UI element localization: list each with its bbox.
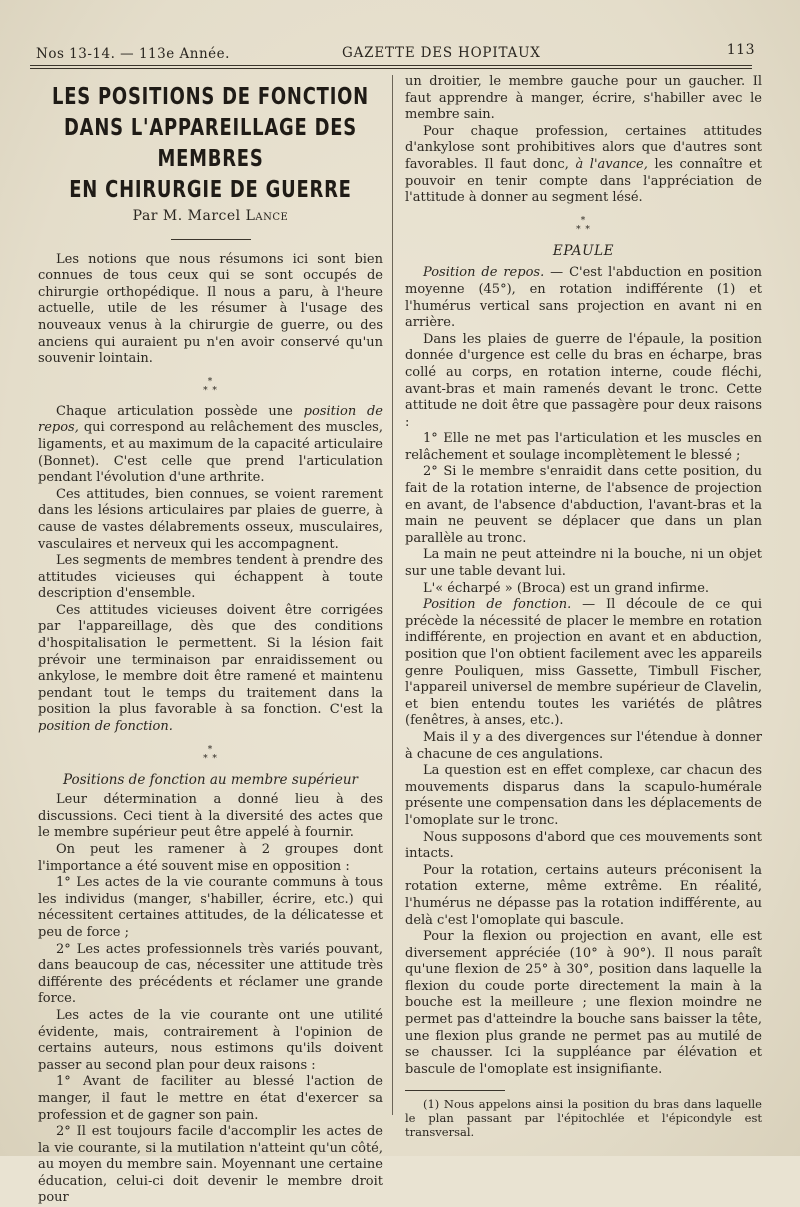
paragraph: Chaque articulation possède une position de repos, qui correspond au relâchement des muscles, ligaments, et au maximum de la capacité articulaire (Bonnet). C'est celle que prend l'articulation pendant l'évolution d'une arthrite. [38, 403, 383, 486]
paragraph: Ces attitudes vicieuses doivent être corrigées par l'appareillage, dès que des conditions d'hospitalisation le permettent. Si la lésion fait prévoir une terminaison par enraidissement ou ankylose, le membre doit être ramené et maintenu pendant tout le temps du traitement dans la position la plus favorable à sa fonction. C'est la position de fonction. [38, 602, 383, 735]
title-rule [171, 239, 251, 240]
footnote-rule [405, 1090, 505, 1091]
paragraph: Position de repos. — C'est l'abduction en position moyenne (45°), en rotation indifférente (1) et l'humérus vertical sans projection en avant ni en arrière. [405, 265, 762, 331]
paragraph: Nous supposons d'abord que ces mouvements sont intacts. [405, 829, 762, 862]
paragraph: Leur détermination a donné lieu à des discussions. Ceci tient à la diversité des actes que le membre supérieur peut être appelé à fournir. [38, 792, 383, 841]
title-line-3: EN CHIRURGIE DE GUERRE [69, 177, 352, 203]
paragraph: L'« écharpé » (Broca) est un grand infirme. [423, 580, 710, 596]
column-divider [392, 75, 393, 1115]
paragraph: Position de fonction. — Il découle de ce qui précède la nécessité de placer le membre en rotation indifférente, en projection en avant et en abduction, position que l'on obtient facilement avec les appareils genre Pouliquen, miss Gassette, Timbull Fischer, l'appareil universel de membre supérieur de Clavelin, et bien entendu toutes les variétés de plâtres (fenêtres, à anses, etc.). [405, 597, 762, 729]
section-stars: * * * [203, 744, 218, 764]
title-line-1: LES POSITIONS DE FONCTION [52, 84, 369, 110]
author-name: Lance [245, 208, 289, 224]
paragraph: La main ne peut atteindre ni la bouche, ni un objet sur une table devant lui. [405, 547, 762, 580]
paragraph: Mais il y a des divergences sur l'étendue à donner à chacune de ces angulations. [405, 729, 762, 762]
paragraph: 2° Les actes professionnels très variés pouvant, dans beaucoup de cas, nécessiter une attitude très différente des précédents et réclamer une grande force. [38, 941, 383, 1007]
paragraph: 2° Il est toujours facile d'accomplir les actes de la vie courante, si la mutilation n'atteint qu'un côté, au moyen du membre sain. Moyennant une certaine éducation, celui-ci doit devenir le membre droit pour [38, 1124, 383, 1206]
article-author [38, 208, 383, 225]
issue-info: Nos 13-14. — 113e Année. [36, 46, 230, 62]
section-heading: Positions de fonction au membre supérieur [62, 771, 359, 788]
journal-title: GAZETTE DES HOPITAUX [342, 45, 541, 61]
author-prefix: Par M. Marcel [132, 208, 241, 224]
paragraph: 1° Avant de faciliter au blessé l'action de manger, il faut le mettre en état d'exercer sa profession et de gagner son pain. [38, 1074, 383, 1123]
paragraph: Les segments de membres tendent à prendre des attitudes vicieuses qui échappent à toute description d'ensemble. [38, 553, 383, 602]
paragraph: 1° Elle ne met pas l'articulation et les muscles en relâchement et soulage incomplètement le blessé ; [405, 431, 762, 463]
right-column [405, 74, 762, 1139]
paragraph: Pour la flexion ou projection en avant, elle est diversement appréciée (10° à 90°). Il nous paraît qu'une flexion de 25° à 30°, position dans laquelle la flexion du coude porte directement la main à la bouche est la meilleure ; une flexion moindre ne permet pas d'atteindre la bouche sans baisser la tête, une flexion plus grande ne permet pas au mutilé de se chausser. Ici la suppléance par élévation et bascule de l'omoplate est insignifiante. [405, 929, 762, 1077]
paragraph: Ces attitudes, bien connues, se voient rarement dans les lésions articulaires par plaies de guerre, à cause de vastes délabrements osseux, musculaires, vasculaires et nerveux qui les accompagnent. [38, 486, 383, 552]
left-column [38, 74, 383, 1207]
paragraph: Dans les plaies de guerre de l'épaule, la position donnée d'urgence est celle du bras en écharpe, bras collé au corps, en rotation interne, coude fléchi, avant-bras et main ramenés devant le tronc. Cette attitude ne doit être que passagère pour deux raisons : [405, 331, 762, 430]
paragraph: On peut les ramener à 2 groupes dont l'importance a été souvent mise en opposition : [38, 842, 383, 874]
section-heading: EPAULE [552, 242, 615, 259]
article-title [45, 82, 377, 206]
paragraph: 1° Les actes de la vie courante communs à tous les individus (manger, s'habiller, écrire, etc.) qui nécessitent certaines attitudes, de la délicatesse et peu de force ; [38, 875, 383, 940]
paragraph: Les actes de la vie courante ont une utilité évidente, mais, contrairement à l'opinion de certains auteurs, nous estimons qu'ils doivent passer au second plan pour deux raisons : [38, 1007, 383, 1073]
footnote: (1) Nous appelons ainsi la position du bras dans laquelle le plan passant par l'épitochlée et l'épicondyle est transversal. [405, 1097, 762, 1140]
paragraph: 2° Si le membre s'enraidit dans cette position, du fait de la rotation interne, de l'absence de projection en avant, de l'absence d'abduction, l'avant-bras et la main ne peuvent se déplacer que dans un plan parallèle au tronc. [405, 464, 762, 546]
paragraph: un droitier, le membre gauche pour un gaucher. Il faut apprendre à manger, écrire, s'habiller avec le membre sain. [405, 74, 762, 123]
paragraph: Pour la rotation, certains auteurs préconisent la rotation externe, même extrême. En réalité, l'humérus ne dépasse pas la rotation indifférente, au delà c'est l'omoplate qui bascule. [405, 862, 762, 928]
intro-paragraph: Les notions que nous résumons ici sont bien connues de tous ceux qui se sont occupés de chirurgie orthopédique. Il nous a paru, à l'heure actuelle, utile de les résumer à l'usage des nouveaux venus à la chirurgie de guerre, ou des anciens qui auraient pu n'en avoir conservé qu'un souvenir lointain. [38, 251, 383, 367]
section-stars: * * * [576, 215, 591, 235]
page-number: 113 [726, 42, 755, 58]
paragraph: Pour chaque profession, certaines attitudes d'ankylose sont prohibitives alors que d'autres sont favorables. Il faut donc, à l'avance, les connaître et pouvoir en tenir compte dans l'appréciation de l'attitude à donner au segment lésé. [405, 123, 762, 206]
title-line-2: DANS L'APPAREILLAGE DES MEMBRES [63, 115, 358, 172]
section-stars: * * * [203, 376, 218, 396]
header-rule [30, 65, 752, 69]
paragraph: La question est en effet complexe, car chacun des mouvements disparus dans la scapulo-humérale présente une compensation dans les déplacements de l'omoplate sur le tronc. [405, 763, 762, 828]
